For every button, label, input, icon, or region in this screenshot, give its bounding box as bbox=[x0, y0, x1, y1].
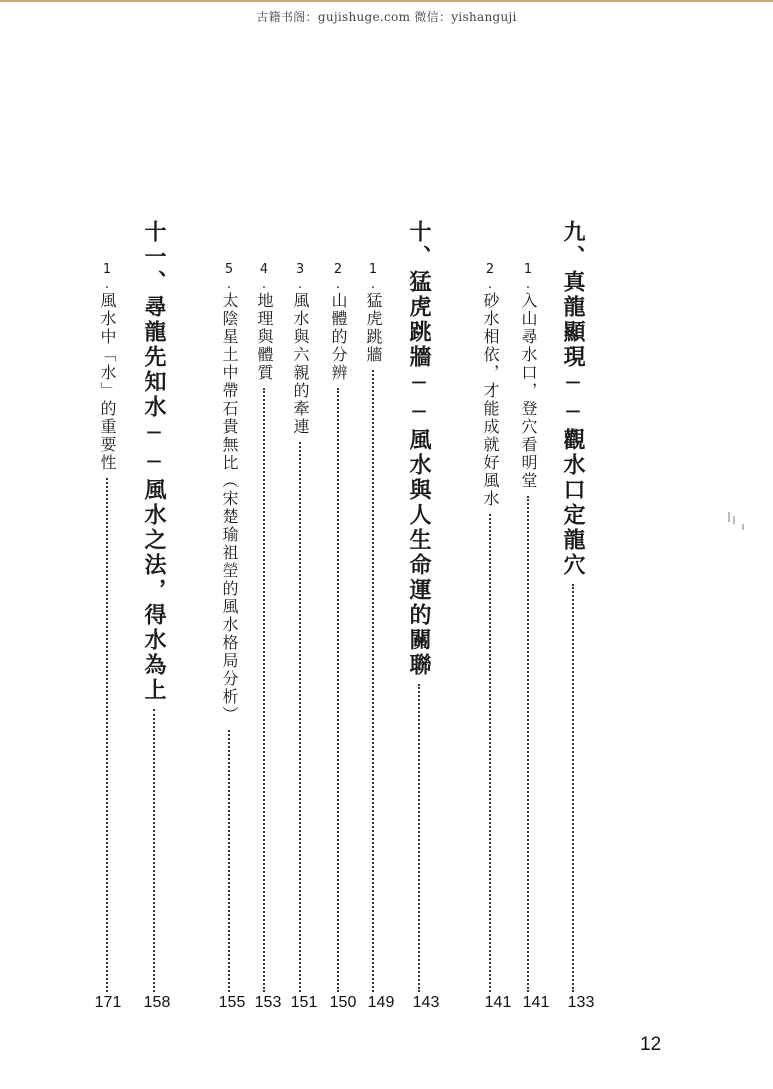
item-number: 5. bbox=[221, 262, 237, 292]
page-number: 141 bbox=[484, 994, 512, 1011]
item-title: 風水與六親的牽連 bbox=[291, 292, 310, 436]
item-title: 風水中「水」的重要性 bbox=[98, 292, 117, 472]
toc-entry bbox=[143, 220, 165, 992]
folio-page-number: 12 bbox=[640, 1034, 662, 1055]
page-number: 151 bbox=[290, 994, 318, 1011]
toc-entry bbox=[408, 220, 430, 992]
toc-entry bbox=[482, 262, 498, 992]
item-number: 2. bbox=[482, 262, 498, 292]
page-number: 133 bbox=[567, 994, 595, 1011]
dot-leader bbox=[153, 709, 155, 992]
item-title: 砂水相依，才能成就好風水 bbox=[481, 292, 500, 508]
dot-leader bbox=[527, 496, 529, 992]
dot-leader bbox=[572, 584, 574, 992]
page-number: 155 bbox=[218, 994, 246, 1011]
toc-entry bbox=[520, 262, 536, 992]
page-number: 143 bbox=[412, 994, 440, 1011]
toc-entry bbox=[99, 262, 115, 992]
watermark-text: 古籍书阁：gujishuge.com 微信：yishanguji bbox=[256, 10, 517, 24]
chapter-number: 九、 bbox=[560, 220, 586, 270]
item-title: 猛虎跳牆 bbox=[364, 292, 383, 364]
item-number: 2. bbox=[330, 262, 346, 292]
dot-leader bbox=[489, 514, 491, 992]
chapter-title: 猛虎跳牆──風水與人生命運的關聯 bbox=[406, 270, 432, 678]
page-number: 150 bbox=[329, 994, 357, 1011]
page-number: 149 bbox=[367, 994, 395, 1011]
dot-leader bbox=[372, 370, 374, 992]
dot-leader bbox=[106, 478, 108, 992]
dot-leader bbox=[228, 730, 230, 992]
chapter-number: 十、 bbox=[406, 220, 432, 270]
item-title: 太陰星土中帶石貴無比（宋楚瑜祖塋的風水格局分析） bbox=[220, 292, 239, 724]
dot-leader bbox=[299, 442, 301, 992]
item-title: 地理與體質 bbox=[255, 292, 274, 382]
dot-leader bbox=[337, 388, 339, 992]
item-number: 1. bbox=[365, 262, 381, 292]
chapter-title: 真龍顯現──觀水口定龍穴 bbox=[560, 270, 586, 578]
page-number: 158 bbox=[143, 994, 171, 1011]
page-number: 153 bbox=[254, 994, 282, 1011]
item-number: 1. bbox=[99, 262, 115, 292]
item-title: 山體的分辨 bbox=[329, 292, 348, 382]
chapter-title: 尋龍先知水──風水之法，得水為上 bbox=[141, 295, 167, 703]
toc-entry bbox=[256, 262, 272, 992]
chapter-number: 十一、 bbox=[141, 220, 167, 295]
page-number: 141 bbox=[522, 994, 550, 1011]
toc-entry bbox=[292, 262, 308, 992]
item-number: 3. bbox=[292, 262, 308, 292]
toc-entry bbox=[221, 262, 237, 992]
toc-entry bbox=[562, 220, 584, 992]
item-title: 入山尋水口，登穴看明堂 bbox=[519, 292, 538, 490]
dot-leader bbox=[418, 684, 420, 992]
top-border bbox=[0, 0, 773, 2]
item-number: 1. bbox=[520, 262, 536, 292]
toc-entry bbox=[365, 262, 381, 992]
page-number: 171 bbox=[94, 994, 122, 1011]
item-number: 4. bbox=[256, 262, 272, 292]
toc-entry bbox=[330, 262, 346, 992]
dot-leader bbox=[263, 388, 265, 992]
